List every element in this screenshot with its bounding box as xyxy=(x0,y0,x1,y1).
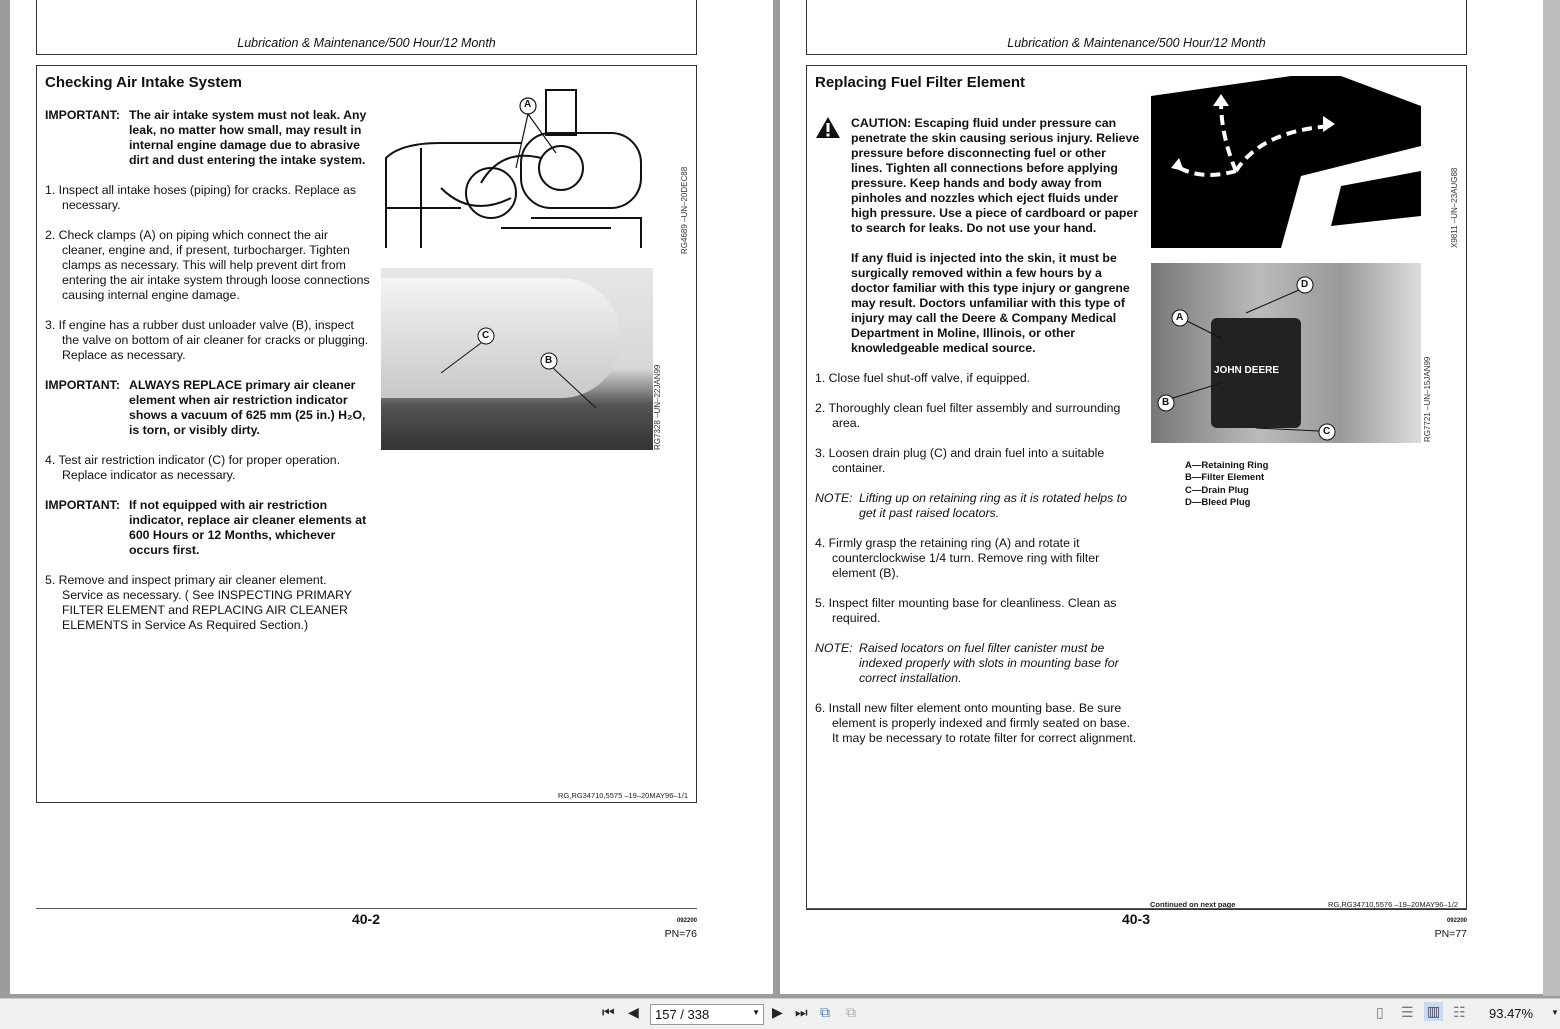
box-reference: RG,RG34710,5575 –19–20MAY96–1/1 xyxy=(558,791,688,800)
step-5: 5. Remove and inspect primary air cleaner element. Service as necessary. ( See INSPECTING PRIMARY FILTER ELEMENT and REPLACING AIR CLEANER ELEMENTS in Service As Required Section.) xyxy=(45,573,352,632)
callout-a: A xyxy=(524,99,532,110)
running-header: Lubrication & Maintenance/500 Hour/12 Month xyxy=(36,0,697,55)
note-text: Lifting up on retaining ring as it is rotated helps to get it past raised locators. xyxy=(859,491,1127,520)
content-box xyxy=(36,65,697,803)
footer-rule xyxy=(806,908,1467,909)
important-label: IMPORTANT: xyxy=(45,498,120,512)
box-reference: RG,RG34710,5576 –19–20MAY96–1/2 xyxy=(1328,900,1458,909)
footer-rule xyxy=(36,908,697,909)
step-2: 2. Thoroughly clean fuel filter assembly and surrounding area. xyxy=(815,401,1121,430)
figure-id-label: RG4689 –UN–20DEC88 xyxy=(680,166,689,254)
figure-id-label: RG7721 –UN–15JAN99 xyxy=(1423,356,1432,442)
vertical-scrollbar[interactable] xyxy=(1543,0,1560,996)
air-cleaner-line-drawing xyxy=(381,88,651,253)
step-1: 1. Inspect all intake hoses (piping) for cracks. Replace as necessary. xyxy=(45,183,356,212)
important-note xyxy=(45,378,370,438)
legend-item: D—Bleed Plug xyxy=(1185,496,1251,508)
step-3: 3. Loosen drain plug (C) and drain fuel into a suitable container. xyxy=(815,446,1105,475)
note-label: NOTE: xyxy=(815,491,853,505)
figure-id-label: RG7328 –UN–22JAN99 xyxy=(653,364,662,450)
content-box xyxy=(806,65,1467,910)
continued-note: Continued on next page xyxy=(1150,900,1236,909)
text-column xyxy=(815,116,1140,761)
important-text: If not equipped with air restriction indicator, replace air cleaner elements at 600 Hours or 12 Months, whichever occurs first. xyxy=(129,498,367,557)
legend-item: B—Filter Element xyxy=(1185,472,1265,484)
next-page-icon[interactable]: ▶ xyxy=(772,1004,783,1020)
high-pressure-fluid-illustration xyxy=(1151,76,1421,248)
running-header: Lubrication & Maintenance/500 Hour/12 Month xyxy=(806,0,1467,55)
step-2: 2. Check clamps (A) on piping which connect the air cleaner, engine and, if present, turbocharger. Tighten clamps as necessary. This will help prevent dirt from entering the air intake system through loose connections causing internal engine damage. xyxy=(45,228,370,302)
note xyxy=(815,491,1140,521)
important-label: IMPORTANT: xyxy=(45,378,120,392)
note-label: NOTE: xyxy=(815,641,853,655)
continuous-page-icon[interactable]: ☰ xyxy=(1401,1004,1414,1020)
pdf-page-left xyxy=(10,0,773,994)
date-code: 092200 xyxy=(1446,918,1467,924)
page-number-input[interactable] xyxy=(650,1004,764,1025)
callout-b: B xyxy=(545,355,553,366)
go-back-view-icon[interactable]: ⧉ xyxy=(820,1004,830,1020)
important-text: The air intake system must not leak. Any leak, no matter how small, may result in internal engine damage due to abrasive dirt and dust entering the intake system. xyxy=(129,108,367,167)
section-title: Replacing Fuel Filter Element xyxy=(815,74,1026,91)
step-4: 4. Test air restriction indicator (C) for proper operation. Replace indicator as necessary. xyxy=(45,453,341,482)
fuel-filter-photo xyxy=(1151,263,1421,443)
pn-number: PN=77 xyxy=(1434,928,1467,940)
page-number: 40-3 xyxy=(1121,911,1151,927)
legend-item: A—Retaining Ring xyxy=(1185,460,1269,471)
pdf-page-right xyxy=(780,0,1543,994)
step-4: 4. Firmly grasp the retaining ring (A) and rotate it counterclockwise 1/4 turn. Remove ring with filter element (B). xyxy=(815,536,1100,580)
caution-block xyxy=(815,116,1140,236)
step-5: 5. Inspect filter mounting base for cleanliness. Clean as required. xyxy=(815,596,1117,625)
legend-item: C—Drain Plug xyxy=(1185,484,1249,496)
caution-text: CAUTION: Escaping fluid under pressure can penetrate the skin causing serious injury. Relieve pressure before disconnecting fuel or other lines. Tighten all connections before applying pressure. Keep hands and body away from pinholes and nozzles which eject fluids under high pressure. Use a piece of cardboard or paper to search for leaks. Do not use your hand. xyxy=(851,116,1140,235)
section-title: Checking Air Intake System xyxy=(45,74,243,91)
go-forward-view-icon[interactable]: ⧉ xyxy=(846,1004,856,1020)
chevron-down-icon[interactable]: ▼ xyxy=(752,1008,760,1017)
first-page-icon[interactable]: ⏮ xyxy=(602,1004,615,1020)
page-number: 40-2 xyxy=(351,911,381,927)
callout-b: B xyxy=(1162,397,1170,408)
callout-a: A xyxy=(1176,312,1184,323)
pn-number: PN=76 xyxy=(664,928,697,940)
note-text: Raised locators on fuel filter canister must be indexed properly with slots in mounting base for correct installation. xyxy=(859,641,1119,685)
callout-c: C xyxy=(1323,426,1331,437)
zoom-level[interactable]: 93.47% xyxy=(1489,1006,1534,1021)
page-field-value: 157 / 338 xyxy=(655,1007,710,1022)
last-page-icon[interactable]: ⏭ xyxy=(795,1004,808,1020)
date-code: 092200 xyxy=(676,918,697,924)
warning-triangle-icon xyxy=(815,116,841,139)
step-3: 3. If engine has a rubber dust unloader valve (B), inspect the valve on bottom of air cleaner for cracks or plugging. Replace as necessary. xyxy=(45,318,369,362)
continuous-two-page-icon[interactable]: ☷ xyxy=(1453,1004,1466,1020)
figure-legend xyxy=(1185,460,1268,509)
two-page-icon[interactable]: ▥ xyxy=(1424,1002,1443,1021)
important-note xyxy=(45,498,370,558)
step-1: 1. Close fuel shut-off valve, if equipped. xyxy=(815,371,1031,385)
previous-page-icon[interactable]: ◀ xyxy=(628,1004,639,1020)
step-6: 6. Install new filter element onto mounting base. Be sure element is properly indexed and firmly seated on base. It may be necessary to rotate filter for correct alignment. xyxy=(815,701,1137,745)
caution-continued: If any fluid is injected into the skin, it must be surgically removed within a few hours by a doctor familiar with this type injury or gangrene may result. Doctors unfamiliar with this type of injury may call the Deere & Company Medical Department in Moline, Illinois, or other knowledgeable medical source. xyxy=(851,251,1130,355)
air-cleaner-photo xyxy=(381,268,653,450)
note xyxy=(815,641,1140,686)
single-page-icon[interactable]: ▯ xyxy=(1376,1004,1384,1020)
figure-id-label: X9811 –UN–23AUG88 xyxy=(1450,167,1459,248)
zoom-dropdown-icon[interactable]: ▼ xyxy=(1551,1008,1559,1017)
viewer-toolbar xyxy=(0,998,1560,1029)
text-column xyxy=(45,108,370,648)
important-note xyxy=(45,108,370,168)
important-text: ALWAYS REPLACE primary air cleaner element when air restriction indicator shows a vacuum of 625 mm (25 in.) H₂O, is torn, or visibly dirty. xyxy=(129,378,366,437)
callout-d: D xyxy=(1301,279,1309,290)
important-label: IMPORTANT: xyxy=(45,108,120,122)
callout-c: C xyxy=(482,330,490,341)
brand-label: JOHN DEERE xyxy=(1214,365,1280,376)
